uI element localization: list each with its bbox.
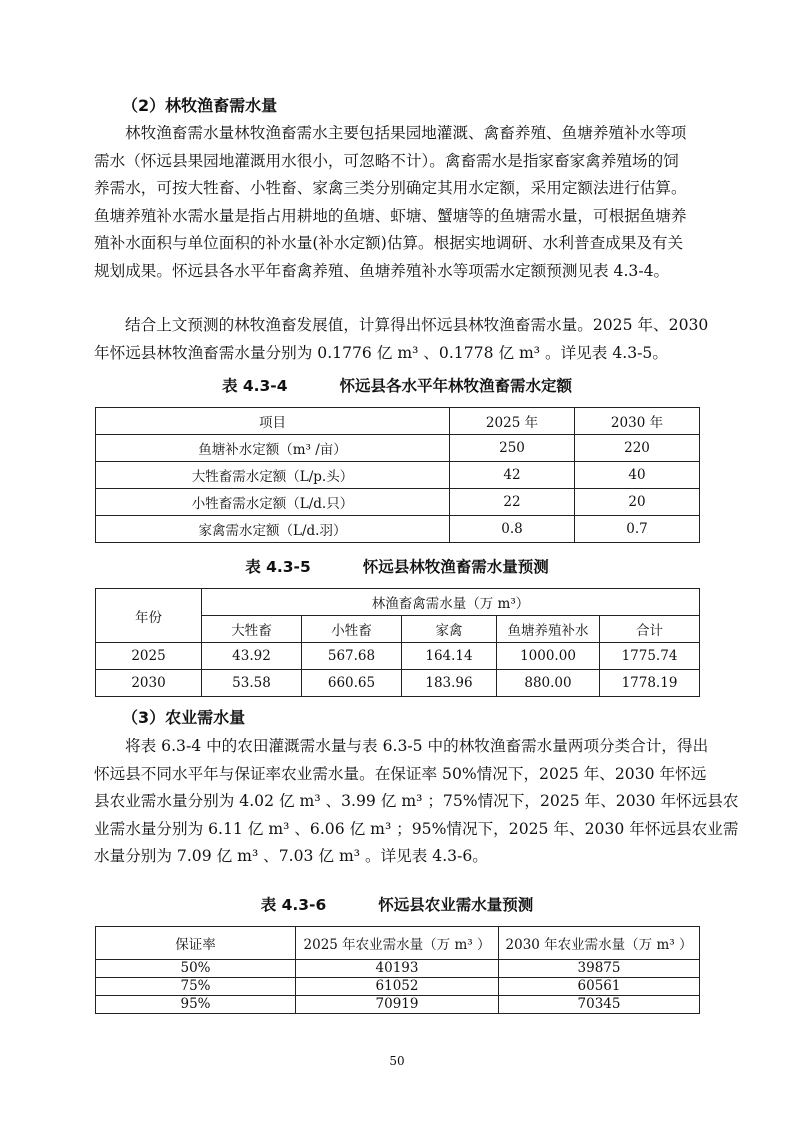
table-row	[96, 960, 700, 978]
header-cell: 2030 年农业需水量（万 m³ ）	[499, 927, 700, 960]
table-cell: 大牲畜需水定额（L/p.头）	[96, 462, 450, 489]
paragraph-line: 林牧渔畜需水量林牧渔畜需水主要包括果园地灌溉、禽畜养殖、鱼塘养殖补水等项	[125, 124, 687, 142]
table-cell: 567.68	[302, 643, 402, 670]
table-cell: 42	[450, 462, 575, 489]
table-cell: 70919	[296, 996, 499, 1014]
paragraph-forestry-livestock-intro	[94, 120, 700, 285]
paragraph-line: 需水（怀远县果园地灌溉用水很小，可忽略不计）。禽畜需水是指家畜家禽养殖场的饲	[94, 151, 679, 170]
table-cell: 220	[575, 435, 700, 462]
table-cell: 50%	[96, 960, 296, 978]
paragraph-line: 殖补水面积与单位面积的补水量(补水定额)估算。根据实地调研、水利普查成果及有关	[94, 234, 684, 252]
table-header-row	[96, 927, 700, 960]
table-caption-number: 表 4.3-5	[245, 558, 311, 576]
table-cell: 183.96	[402, 670, 497, 697]
table-caption-number: 表 4.3-4	[221, 377, 288, 395]
paragraph-line: 水量分别为 7.09 亿 m³ 、7.03 亿 m³ 。详见表 4.3-6。	[94, 847, 488, 865]
paragraph-line: 养需水，可按大牲畜、小牲畜、家禽三类分别确定其用水定额，采用定额法进行估算。	[94, 179, 687, 197]
header-cell: 家禽	[402, 616, 497, 643]
header-cell: 小牲畜	[302, 616, 402, 643]
table-cell: 1775.74	[600, 643, 700, 670]
table-cell: 鱼塘补水定额（m³ /亩）	[96, 435, 450, 462]
table-caption-4-3-5	[0, 557, 794, 577]
paragraph-line: 年怀远县林牧渔畜需水量分别为 0.1776 亿 m³ 、0.1778 亿 m³ 。详见表 4.3-5。	[94, 343, 668, 362]
table-cell: 43.92	[202, 643, 302, 670]
paragraph-line: 规划成果。怀远县各水平年畜禽养殖、鱼塘养殖补水等项需水定额预测见表 4.3-4。	[94, 261, 670, 280]
header-cell: 2025 年农业需水量（万 m³ ）	[296, 927, 499, 960]
table-cell: 家禽需水定额（L/d.羽）	[96, 516, 450, 543]
demand-forecast-table	[95, 588, 700, 697]
table-header-row	[96, 408, 700, 435]
table-cell: 1778.19	[600, 670, 700, 697]
quota-table	[95, 407, 700, 543]
table-caption-title: 怀远县林牧渔畜需水量预测	[362, 558, 549, 576]
table-cell: 2030	[96, 670, 202, 697]
paragraph-line: 业需水量分别为 6.11 亿 m³ 、6.06 亿 m³ ；95%情况下，2025 年、2030 年怀远县农业需	[94, 819, 739, 838]
table-caption-title: 怀远县农业需水量预测	[378, 896, 534, 914]
table-cell: 0.8	[450, 516, 575, 543]
table-row	[96, 516, 700, 543]
table-cell: 61052	[296, 978, 499, 996]
table-cell: 1000.00	[497, 643, 600, 670]
header-cell-year: 年份	[96, 589, 202, 643]
table-cell: 70345	[499, 996, 700, 1014]
table-cell: 60561	[499, 978, 700, 996]
paragraph-line: 将表 6.3-4 中的农田灌溉需水量与表 6.3-5 中的林牧渔畜需水量两项分类合计，得出	[125, 737, 709, 755]
table-caption-number: 表 4.3-6	[260, 896, 327, 914]
table-caption-title: 怀远县各水平年林牧渔畜需水定额	[339, 377, 573, 395]
header-cell: 合计	[600, 616, 700, 643]
header-cell: 鱼塘养殖补水	[497, 616, 600, 643]
table-row	[96, 643, 700, 670]
header-cell: 保证率	[96, 927, 296, 960]
table-row	[96, 462, 700, 489]
table-cell: 40193	[296, 960, 499, 978]
header-cell-group: 林渔畜禽需水量（万 m³）	[202, 589, 700, 616]
table-cell: 20	[575, 489, 700, 516]
table-cell: 660.65	[302, 670, 402, 697]
table-row	[96, 435, 700, 462]
table-row	[96, 978, 700, 996]
paragraph-line: 结合上文预测的林牧渔畜发展值，计算得出怀远县林牧渔畜需水量。2025 年、2030	[125, 316, 709, 334]
table-cell: 0.7	[575, 516, 700, 543]
paragraph-line: 鱼塘养殖补水需水量是指占用耕地的鱼塘、虾塘、蟹塘等的鱼塘需水量，可根据鱼塘养	[94, 206, 687, 225]
table-cell: 2025	[96, 643, 202, 670]
table-cell: 22	[450, 489, 575, 516]
page-number: 50	[389, 1054, 405, 1068]
table-cell: 39875	[499, 960, 700, 978]
agriculture-demand-table	[95, 926, 700, 1014]
table-cell: 53.58	[202, 670, 302, 697]
header-cell: 2025 年	[450, 408, 575, 435]
table-caption-4-3-6	[0, 895, 794, 915]
header-cell: 项目	[96, 408, 450, 435]
table-cell: 250	[450, 435, 575, 462]
table-cell: 75%	[96, 978, 296, 996]
table-cell: 880.00	[497, 670, 600, 697]
section-heading-agriculture: （3）农业需水量	[122, 708, 246, 727]
paragraph-forestry-livestock-result	[94, 312, 709, 367]
section-heading-forestry-livestock: （2）林牧渔畜需水量	[122, 96, 278, 115]
table-header-row	[96, 589, 700, 616]
table-row	[96, 996, 700, 1014]
table-caption-4-3-4	[0, 376, 794, 396]
table-row	[96, 670, 700, 697]
table-cell: 95%	[96, 996, 296, 1014]
table-cell: 40	[575, 462, 700, 489]
table-cell: 164.14	[402, 643, 497, 670]
header-cell: 大牲畜	[202, 616, 302, 643]
paragraph-agriculture	[94, 733, 739, 871]
table-cell: 小牲畜需水定额（L/d.只）	[96, 489, 450, 516]
paragraph-line: 县农业需水量分别为 4.02 亿 m³ 、3.99 亿 m³ ；75%情况下，2025 年、2030 年怀远县农	[94, 792, 739, 810]
header-cell: 2030 年	[575, 408, 700, 435]
table-row	[96, 489, 700, 516]
paragraph-line: 怀远县不同水平年与保证率农业需水量。在保证率 50%情况下，2025 年、2030 年怀远	[94, 764, 707, 783]
